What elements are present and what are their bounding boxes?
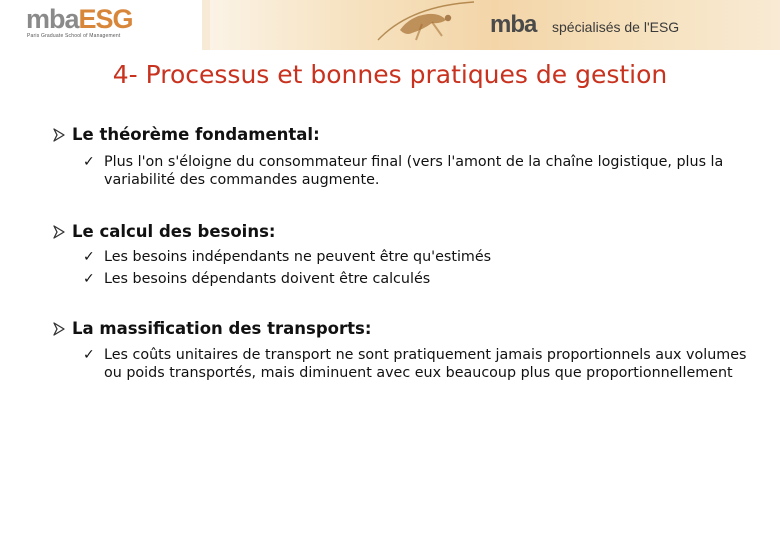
arrow-bullet-icon (52, 225, 66, 239)
logo (0, 0, 202, 50)
logo-esg: ESG (78, 4, 133, 34)
section-heading-text: La massification des transports: (72, 319, 372, 338)
banner-brand: mba (490, 11, 537, 38)
list-item-text: Les besoins indépendants ne peuvent être qu'estimés (104, 249, 492, 265)
logo-mba: mba (26, 4, 79, 34)
pole-vault-illustration (370, 0, 490, 50)
banner-separator (202, 0, 210, 50)
slide-title: 4- Processus et bonnes pratiques de gestion (112, 60, 668, 89)
list-item-text: Les besoins dépendants doivent être calculés (104, 271, 431, 287)
banner-tagline: spécialisés de l'ESG (552, 19, 680, 35)
checkmark-icon: ✓ (83, 271, 95, 287)
list-item-text: Les coûts unitaires de transport ne sont pratiquement jamais proportionnels aux volumes ou poids transportés, mais diminuent avec eux beaucoup plus que proportionnellement (104, 347, 747, 381)
arrow-bullet-icon (52, 322, 66, 336)
checkmark-icon: ✓ (83, 347, 95, 363)
list-item-text: Plus l'on s'éloigne du consommateur final (vers l'amont de la chaîne logistique, plus la variabilité des commandes augmente. (104, 154, 724, 188)
section-heading-text: Le calcul des besoins: (72, 222, 276, 241)
checkmark-icon: ✓ (83, 154, 95, 170)
header-banner (0, 0, 780, 50)
arrow-bullet-icon (52, 128, 66, 142)
section-heading-text: Le théorème fondamental: (72, 125, 320, 144)
checkmark-icon: ✓ (83, 249, 95, 265)
logo-text (26, 6, 133, 33)
logo-subtitle: Paris Graduate School of Management (27, 33, 121, 39)
